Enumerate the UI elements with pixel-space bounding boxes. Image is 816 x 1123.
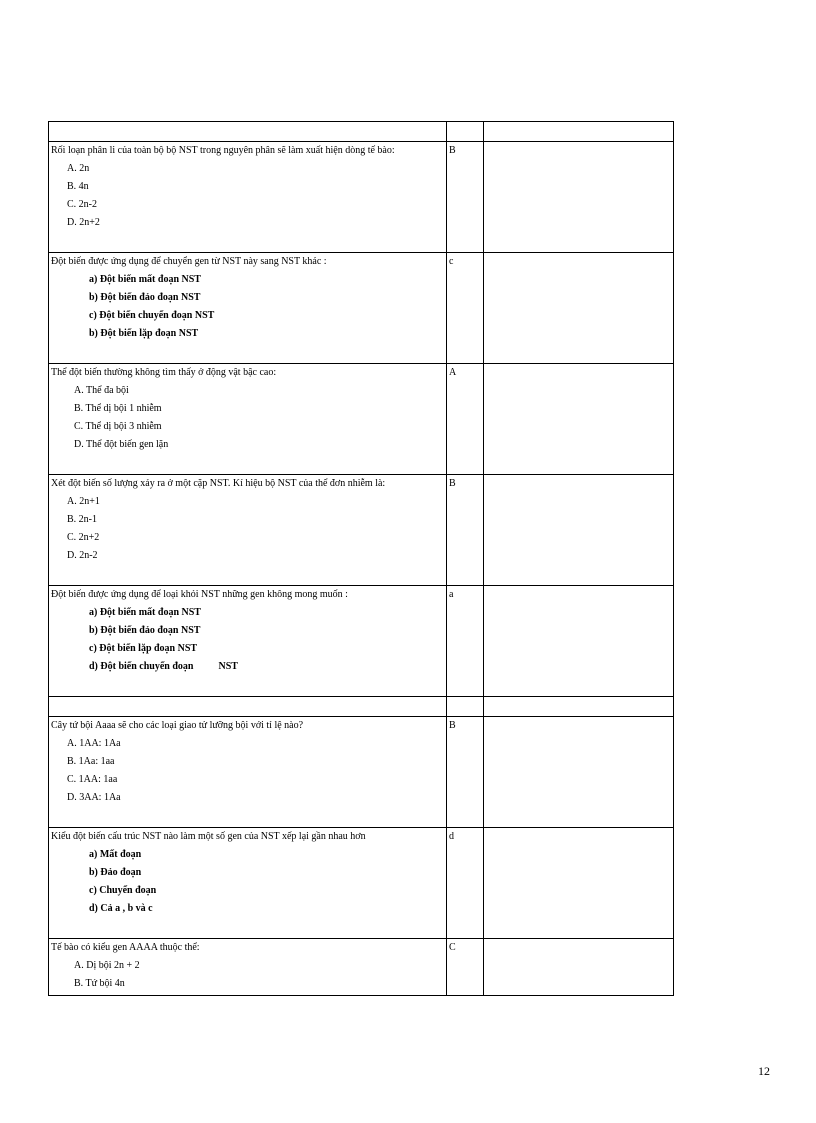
option: C. 2n+2 (67, 532, 100, 543)
question-text: Kiểu đột biến cấu trúc NST nào làm một số gen của NST xếp lại gần nhau hơn (51, 831, 366, 842)
question-cell (49, 828, 447, 939)
answer-cell (447, 142, 484, 253)
option: b) Đột biến đảo đoạn NST (89, 625, 201, 636)
option: b) Đảo đoạn (89, 867, 142, 878)
option: C. 1AA: 1aa (67, 774, 118, 785)
empty-cell (447, 122, 484, 142)
question-row (49, 142, 674, 253)
page-number: 12 (758, 1064, 770, 1078)
option: a) Đột biến mất đoạn NST (89, 607, 201, 618)
empty-cell (447, 697, 484, 717)
answer-cell (447, 586, 484, 697)
option: a) Mất đoạn (89, 849, 142, 860)
answer-text: B (449, 145, 456, 156)
question-cell (49, 142, 447, 253)
question-text: Đột biến được ứng dụng để loại khỏi NST những gen không mong muốn : (51, 589, 348, 600)
question-row (49, 475, 674, 586)
question-text: Thể đột biến thường không tìm thấy ở động vật bậc cao: (51, 367, 277, 378)
answer-cell (447, 253, 484, 364)
option: C. Thể dị bội 3 nhiễm (74, 421, 162, 432)
answer-cell (447, 828, 484, 939)
question-row (49, 364, 674, 475)
notes-cell (484, 939, 674, 996)
notes-cell (484, 717, 674, 828)
answer-cell (447, 364, 484, 475)
answer-text: A (449, 367, 457, 378)
question-text: Cây tứ bội Aaaa sẽ cho các loại giao tử lưỡng bội với tỉ lệ nào? (51, 720, 304, 731)
option: c) Đột biến lặp đoạn NST (89, 643, 198, 654)
empty-cell (49, 697, 447, 717)
answer-cell (447, 475, 484, 586)
answer-text: c (449, 256, 454, 267)
option: B. 4n (67, 181, 89, 192)
option: a) Đột biến mất đoạn NST (89, 274, 201, 285)
question-cell (49, 253, 447, 364)
question-row (49, 828, 674, 939)
option: B. 2n-1 (67, 514, 97, 525)
option: b) Đột biến lặp đoạn NST (89, 328, 199, 339)
option: B. Tứ bội 4n (74, 978, 125, 989)
answer-text: a (449, 589, 454, 600)
notes-cell (484, 828, 674, 939)
option: B. 1Aa: 1aa (67, 756, 115, 767)
option: A. 2n (67, 163, 90, 174)
answer-cell (447, 717, 484, 828)
header-row (49, 122, 674, 142)
option: A. Thể đa bội (74, 385, 129, 396)
question-cell (49, 364, 447, 475)
question-text: Rối loạn phân li của toàn bộ bộ NST trong nguyên phân sẽ làm xuất hiện dòng tế bào: (51, 145, 395, 156)
option: b) Đột biến đảo đoạn NST (89, 292, 201, 303)
question-row (49, 717, 674, 828)
separator-row (49, 697, 674, 717)
empty-cell (484, 122, 674, 142)
option: D. 3AA: 1Aa (67, 792, 121, 803)
answer-text: B (449, 478, 456, 489)
option: D. 2n-2 (67, 550, 98, 561)
notes-cell (484, 142, 674, 253)
question-cell (49, 717, 447, 828)
notes-cell (484, 364, 674, 475)
question-cell (49, 475, 447, 586)
option: c) Chuyển đoạn (89, 885, 157, 896)
option: c) Đột biến chuyển đoạn NST (89, 310, 215, 321)
option: d) Cả a , b và c (89, 903, 153, 914)
question-cell (49, 939, 447, 996)
question-row (49, 253, 674, 364)
empty-cell (484, 697, 674, 717)
option: d) Đột biến chuyển đoạn NST (89, 661, 238, 672)
notes-cell (484, 475, 674, 586)
option: A. 2n+1 (67, 496, 100, 507)
option: A. 1AA: 1Aa (67, 738, 121, 749)
question-row (49, 939, 674, 996)
quiz-table (48, 121, 674, 996)
question-text: Đột biến được ứng dụng để chuyển gen từ NST này sang NST khác : (51, 256, 327, 267)
question-cell (49, 586, 447, 697)
option: A. Dị bội 2n + 2 (74, 960, 140, 971)
option: B. Thể dị bội 1 nhiễm (74, 403, 162, 414)
notes-cell (484, 586, 674, 697)
answer-text: B (449, 720, 456, 731)
option: D. 2n+2 (67, 217, 100, 228)
answer-text: C (449, 942, 456, 953)
question-row (49, 586, 674, 697)
notes-cell (484, 253, 674, 364)
question-text: Tế bào có kiểu gen AAAA thuộc thể: (51, 942, 200, 953)
empty-cell (49, 122, 447, 142)
question-text: Xét đột biến số lượng xảy ra ở một cặp NST. Kí hiệu bộ NST của thể đơn nhiễm là: (51, 478, 386, 489)
option: D. Thể đột biến gen lặn (74, 439, 169, 450)
answer-cell (447, 939, 484, 996)
option: C. 2n-2 (67, 199, 97, 210)
answer-text: d (449, 831, 454, 842)
